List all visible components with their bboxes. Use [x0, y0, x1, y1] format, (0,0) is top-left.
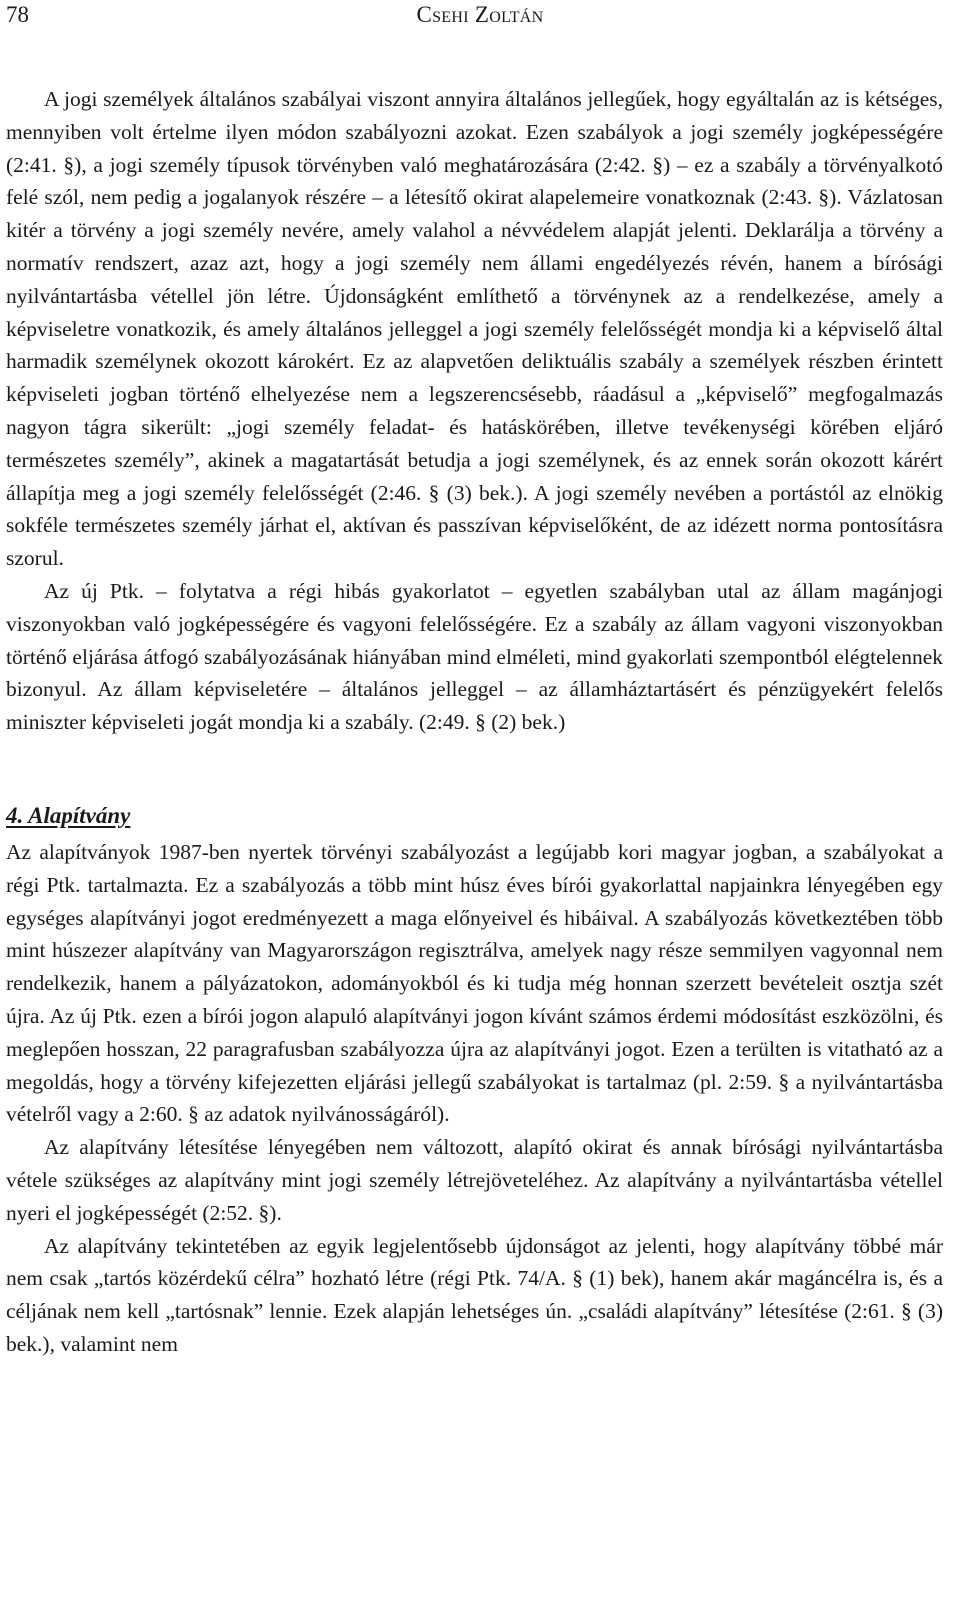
- running-head-author: Csehi Zoltán: [416, 2, 544, 27]
- body-text: [6, 83, 943, 1361]
- section-heading-foundation: 4. Alapítvány: [6, 802, 131, 828]
- page-header: [6, 0, 954, 30]
- paragraph-foundation-novelty: Az alapítvány tekintetében az egyik legjelentősebb újdonságot az jelenti, hogy alapítvány többé már nem csak „tartós közérdekű célra” hozható létre (régi Ptk. 74/A. § (1) bek), hanem akár magáncélra is, és a céljának nem kell „tartósnak” lennie. Ezek alapján lehetséges ún. „családi alapítvány” létesítése (2:61. § (3) bek.), valamint nem: [6, 1233, 943, 1356]
- paragraph-state-capacity: Az új Ptk. – folytatva a régi hibás gyakorlatot – egyetlen szabályban utal az állam magánjogi viszonyokban való jogképességére és vagyoni felelősségére. Ez a szabály az állam vagyoni viszonyokban történő eljárása átfogó szabályozásának hiányában mind elméleti, mind gyakorlati szempontból elégtelennek bizonyul. Az állam képviseletére – általános jelleggel – az államháztartásért és pénzügyekért felelős miniszter képviseleti jogát mondja ki a szabály. (2:49. § (2) bek.): [6, 578, 943, 735]
- paragraph-legal-persons-rules: A jogi személyek általános szabályai viszont annyira általános jellegűek, hogy egyáltalán az is kétséges, mennyiben volt értelme ilyen módon szabályozni azokat. Ezen szabályok a jogi személy jogképességére (2:41. §), a jogi személy típusok törvényben való meghatározására (2:42. §) – ez a szabály a törvényalkotó felé szól, nem pedig a jogalanyok részére – a létesítő okirat alapelemeire vonatkoznak (2:43. §). Vázlatosan kitér a törvény a jogi személy nevére, amely valahol a névvédelem alapját jelenti. Deklarálja a törvény a normatív rendszert, azaz azt, hogy a jogi személy nem állami engedélyezés révén, hanem a bírósági nyilvántartásba vétellel jön létre. Újdonságként említhető a törvénynek az a rendelkezése, amely a képviseletre vonatkozik, és amely általános jelleggel a jogi személy felelősségét mondja ki a képviselő által harmadik személynek okozott károkért. Ez az alapvetően deliktuális szabály a személyek részben érintett képviseleti jogban történő elhelyezése nem a legszerencsésebb, ráadásul a „képviselő” megfogalmazás nagyon tágra sikerült: „jogi személy feladat- és hatáskörében, illetve tevékenységi körében eljáró természetes személy”, akinek a magatartását betudja a jogi személynek, és az ennek során okozott kárért állapítja meg a jogi személy felelősségét (2:46. § (3) bek.). A jogi személy nevében a portástól az elnökig sokféle természetes személy járhat el, aktívan és passzívan képviselőként, de az idézett norma pontosításra szorul.: [6, 87, 943, 571]
- page-number: 78: [6, 2, 29, 27]
- paragraph-foundation-history: Az alapítványok 1987-ben nyertek törvényi szabályozást a legújabb kori magyar jogban, a szabályokat a régi Ptk. tartalmazta. Ez a szabályozás a több mint húsz éves bírói gyakorlattal napjainkra lényegében egy egységes alapítványi jogot eredményezett a maga előnyeivel és hibáival. A szabályozás következtében több mint húszezer alapítvány van Magyarországon regisztrálva, amelyek nagy része semmilyen vagyonnal nem rendelkezik, hanem a pályázatokon, adományokból és ki tudja még honnan szerzett bevételeit osztja szét újra. Az új Ptk. ezen a bírói jogon alapuló alapítványi jogon kívánt számos érdemi módosítást eszközölni, és meglepően hosszan, 22 paragrafusban szabályozza újra az alapítványi jogot. Ezen a terülten is vitatható az a megoldás, hogy a törvény kifejezetten eljárási jellegű szabályokat is tartalmaz (pl. 2:59. § a nyilvántartásba vételről vagy a 2:60. § az adatok nyilvánosságáról).: [6, 839, 943, 1127]
- paragraph-foundation-establishment: Az alapítvány létesítése lényegében nem változott, alapító okirat és annak bírósági nyilvántartásba vétele szükséges az alapítvány mint jogi személy létrejöveteléhez. Az alapítvány a nyilvántartásba vétellel nyeri el jogképességét (2:52. §).: [6, 1135, 943, 1225]
